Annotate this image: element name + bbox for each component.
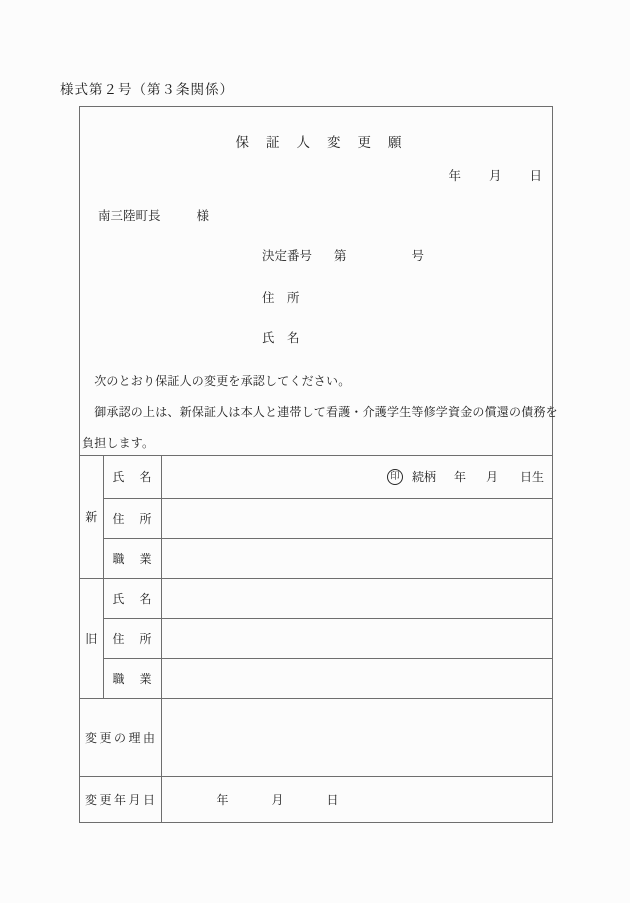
change-date-value-cell [161,776,552,822]
change-reason-value-cell [161,698,552,776]
decision-number-label: 決定番号 [262,248,313,263]
decision-number-suffix: 号 [411,248,425,263]
form-title: 保証人変更願 [235,135,419,151]
date-day-label: 日 [529,168,542,183]
date-month-label: 月 [488,168,502,183]
form-id-label: 様式第２号（第３条関係） [60,82,234,98]
new-address-value-cell [161,498,552,538]
addressee-honorific: 様 [196,208,210,223]
date-year-label: 年 [448,168,461,183]
new-name-annotations [162,468,553,485]
new-address-row [80,498,552,538]
old-name-label-cell: 氏 名 [103,578,161,618]
old-name-value-cell [161,578,552,618]
relation-label: 続柄 [411,470,436,485]
change-reason-label-cell: 変更の理由 [80,698,161,776]
change-date-day-label: 日 [326,792,339,807]
new-occupation-label-cell: 職 業 [103,538,161,578]
submission-date-line [448,166,542,184]
birth-year-label: 年 [453,470,466,485]
applicant-address-label: 住 所 [262,290,300,305]
old-occupation-value-cell [161,658,552,698]
new-name-row [80,456,552,498]
addressee-line [98,206,209,224]
applicant-name-label: 氏 名 [262,330,300,345]
guarantor-table-wrapper [80,455,552,822]
new-name-value-cell [161,456,552,498]
old-address-row [80,618,552,658]
decision-number-line [262,246,424,264]
change-reason-row [80,698,552,776]
change-date-year-label: 年 [216,792,229,807]
change-date-row [80,776,552,822]
old-address-label-cell: 住 所 [103,618,161,658]
seal-icon: 印 [387,469,403,485]
new-group-cell: 新 [80,456,103,578]
addressee-name: 南三陸町長 [98,208,161,223]
old-group-cell: 旧 [80,578,103,698]
birth-month-label: 月 [485,470,498,485]
body-line-2: 御承認の上は、新保証人は本人と連帯して看護・介護学生等修学資金の償還の債務を [82,405,558,419]
new-name-label-cell: 氏 名 [103,456,161,498]
birth-day-label: 日生 [519,470,544,485]
change-date-month-label: 月 [271,792,284,807]
old-occupation-label-cell: 職 業 [103,658,161,698]
new-occupation-row [80,538,552,578]
form-border-box [79,106,558,823]
old-address-value-cell [161,618,552,658]
change-date-placeholders [162,791,553,808]
decision-number-prefix: 第 [334,248,347,263]
body-line-3: 負担します。 [82,436,155,450]
new-address-label-cell: 住 所 [103,498,161,538]
old-name-row [80,578,552,618]
old-occupation-row [80,658,552,698]
guarantor-table [80,456,552,822]
body-paragraph [82,366,558,459]
new-occupation-value-cell [161,538,552,578]
body-line-1: 次のとおり保証人の変更を承認してください。 [82,374,351,388]
change-date-label-cell: 変更年月日 [80,776,161,822]
